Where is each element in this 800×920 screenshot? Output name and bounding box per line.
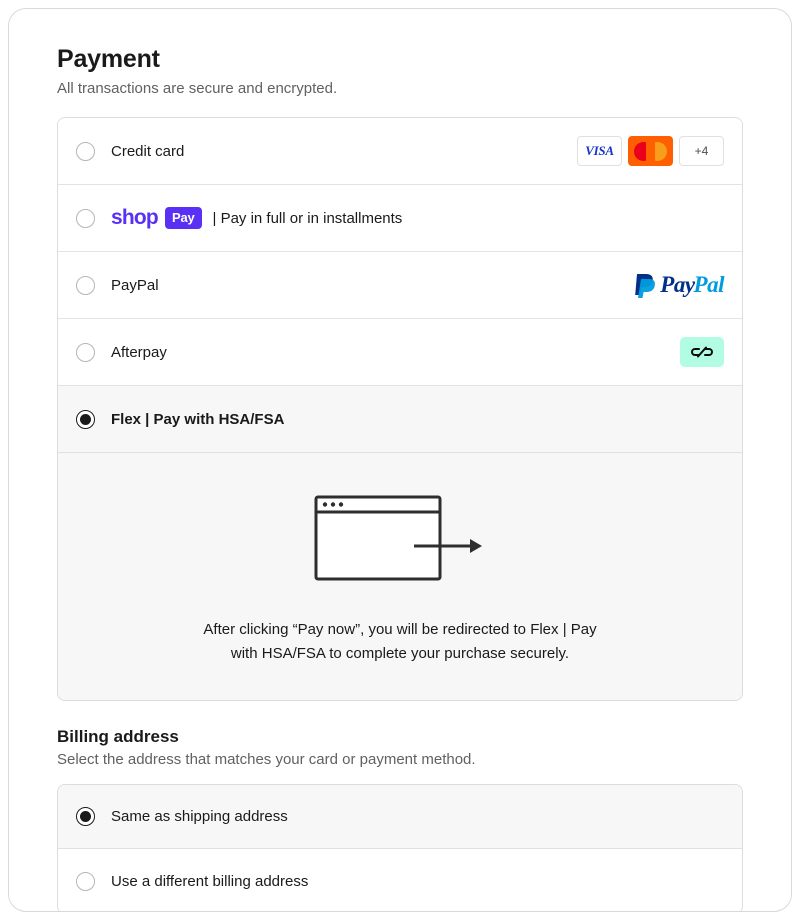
payment-option-paypal[interactable] [58, 252, 742, 319]
page-subtitle: All transactions are secure and encrypted. [57, 80, 338, 97]
payment-section [9, 9, 791, 912]
visa-icon: VISA [577, 136, 622, 166]
paypal-icon [634, 272, 656, 298]
radio-paypal[interactable] [76, 276, 95, 295]
payment-method-list [57, 117, 743, 701]
redirect-browser-icon [310, 489, 490, 589]
billing-option-different-billing[interactable] [58, 849, 742, 912]
radio-different-billing[interactable] [76, 872, 95, 891]
radio-flex-hsa-fsa[interactable] [76, 410, 95, 429]
more-cards-badge[interactable]: +4 [679, 136, 724, 166]
credit-card-badges [577, 136, 724, 166]
radio-credit-card[interactable] [76, 142, 95, 161]
payment-option-flex-hsa-fsa[interactable] [58, 386, 742, 453]
payment-option-afterpay[interactable] [58, 319, 742, 386]
checkout-payment-card [8, 8, 792, 912]
billing-address-subtitle: Select the address that matches your card or payment method. [57, 751, 476, 768]
billing-address-title: Billing address [57, 727, 179, 746]
payment-option-credit-card[interactable] [58, 118, 742, 185]
afterpay-icon [680, 337, 724, 367]
payment-option-shop-pay[interactable] [58, 185, 742, 252]
payment-option-label-flex-hsa-fsa: Flex | Pay with HSA/FSA [111, 410, 285, 428]
shop-pay-icon: shop [111, 206, 158, 229]
billing-option-label-different-billing: Use a different billing address [111, 872, 309, 890]
redirect-notice-panel [58, 453, 742, 700]
payment-option-label-credit-card: Credit card [111, 142, 185, 160]
page-title: Payment [57, 45, 160, 73]
mastercard-icon [628, 136, 673, 166]
radio-afterpay[interactable] [76, 343, 95, 362]
payment-option-label-paypal: PayPal [111, 276, 159, 294]
payment-option-label-shop-pay [111, 206, 724, 230]
paypal-logo: Pay Pal [634, 272, 724, 298]
radio-shop-pay[interactable] [76, 209, 95, 228]
billing-option-label-same-as-shipping: Same as shipping address [111, 808, 288, 825]
redirect-notice-text: After clicking “Pay now”, you will be redirected to Flex | Pay with HSA/FSA to complete your purchase securely. [203, 621, 597, 662]
billing-option-same-as-shipping[interactable] [58, 785, 742, 849]
payment-option-label-afterpay: Afterpay [111, 343, 167, 361]
billing-address-list [57, 784, 743, 912]
shop-pay-tagline: | Pay in full or in installments [212, 209, 403, 227]
shop-pay-pill: Pay [165, 207, 202, 229]
radio-same-as-shipping[interactable] [76, 807, 95, 826]
